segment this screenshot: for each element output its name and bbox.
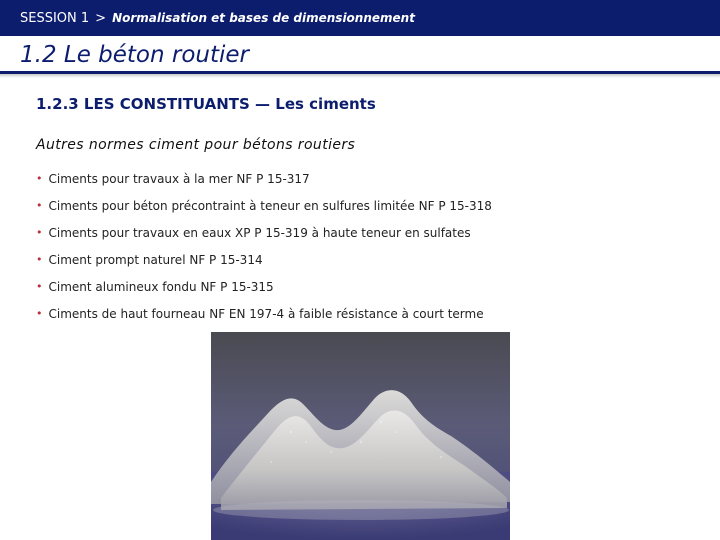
list-item [36, 246, 492, 273]
session-label: SESSION 1 [20, 10, 90, 26]
list-item [36, 192, 492, 219]
section-heading: 1.2.3 LES CONSTITUANTS — Les ciments [36, 95, 376, 113]
list-item [36, 165, 492, 192]
list-item-text: Ciments pour béton précontraint à teneur en sulfures limitée NF P 15-318 [48, 198, 492, 213]
bullet-icon: • [36, 280, 43, 293]
title-divider [0, 74, 720, 78]
list-item-text: Ciment prompt naturel NF P 15-314 [48, 252, 263, 267]
breadcrumb-separator: > [95, 10, 107, 26]
subheading: Autres normes ciment pour bétons routiers [36, 137, 356, 153]
bullet-icon: • [36, 199, 43, 212]
list-item [36, 273, 492, 300]
session-subtitle: Normalisation et bases de dimensionnement [112, 11, 415, 25]
list-item-text: Ciment alumineux fondu NF P 15-315 [48, 279, 274, 294]
page-title: 1.2 Le béton routier [20, 42, 250, 68]
bullet-icon: • [36, 172, 43, 185]
title-bar [0, 38, 720, 74]
bullet-icon: • [36, 253, 43, 266]
cement-powder-photo [211, 332, 510, 540]
bullet-icon: • [36, 307, 43, 320]
list-item [36, 219, 492, 246]
list-item-text: Ciments pour travaux à la mer NF P 15-317 [48, 171, 310, 186]
list-item [36, 300, 492, 327]
list-item-text: Ciments pour travaux en eaux XP P 15-319 à haute teneur en sulfates [48, 225, 471, 240]
header-bar [0, 0, 720, 36]
cement-norms-list [36, 165, 492, 327]
bullet-icon: • [36, 226, 43, 239]
list-item-text: Ciments de haut fourneau NF EN 197-4 à faible résistance à court terme [48, 306, 484, 321]
